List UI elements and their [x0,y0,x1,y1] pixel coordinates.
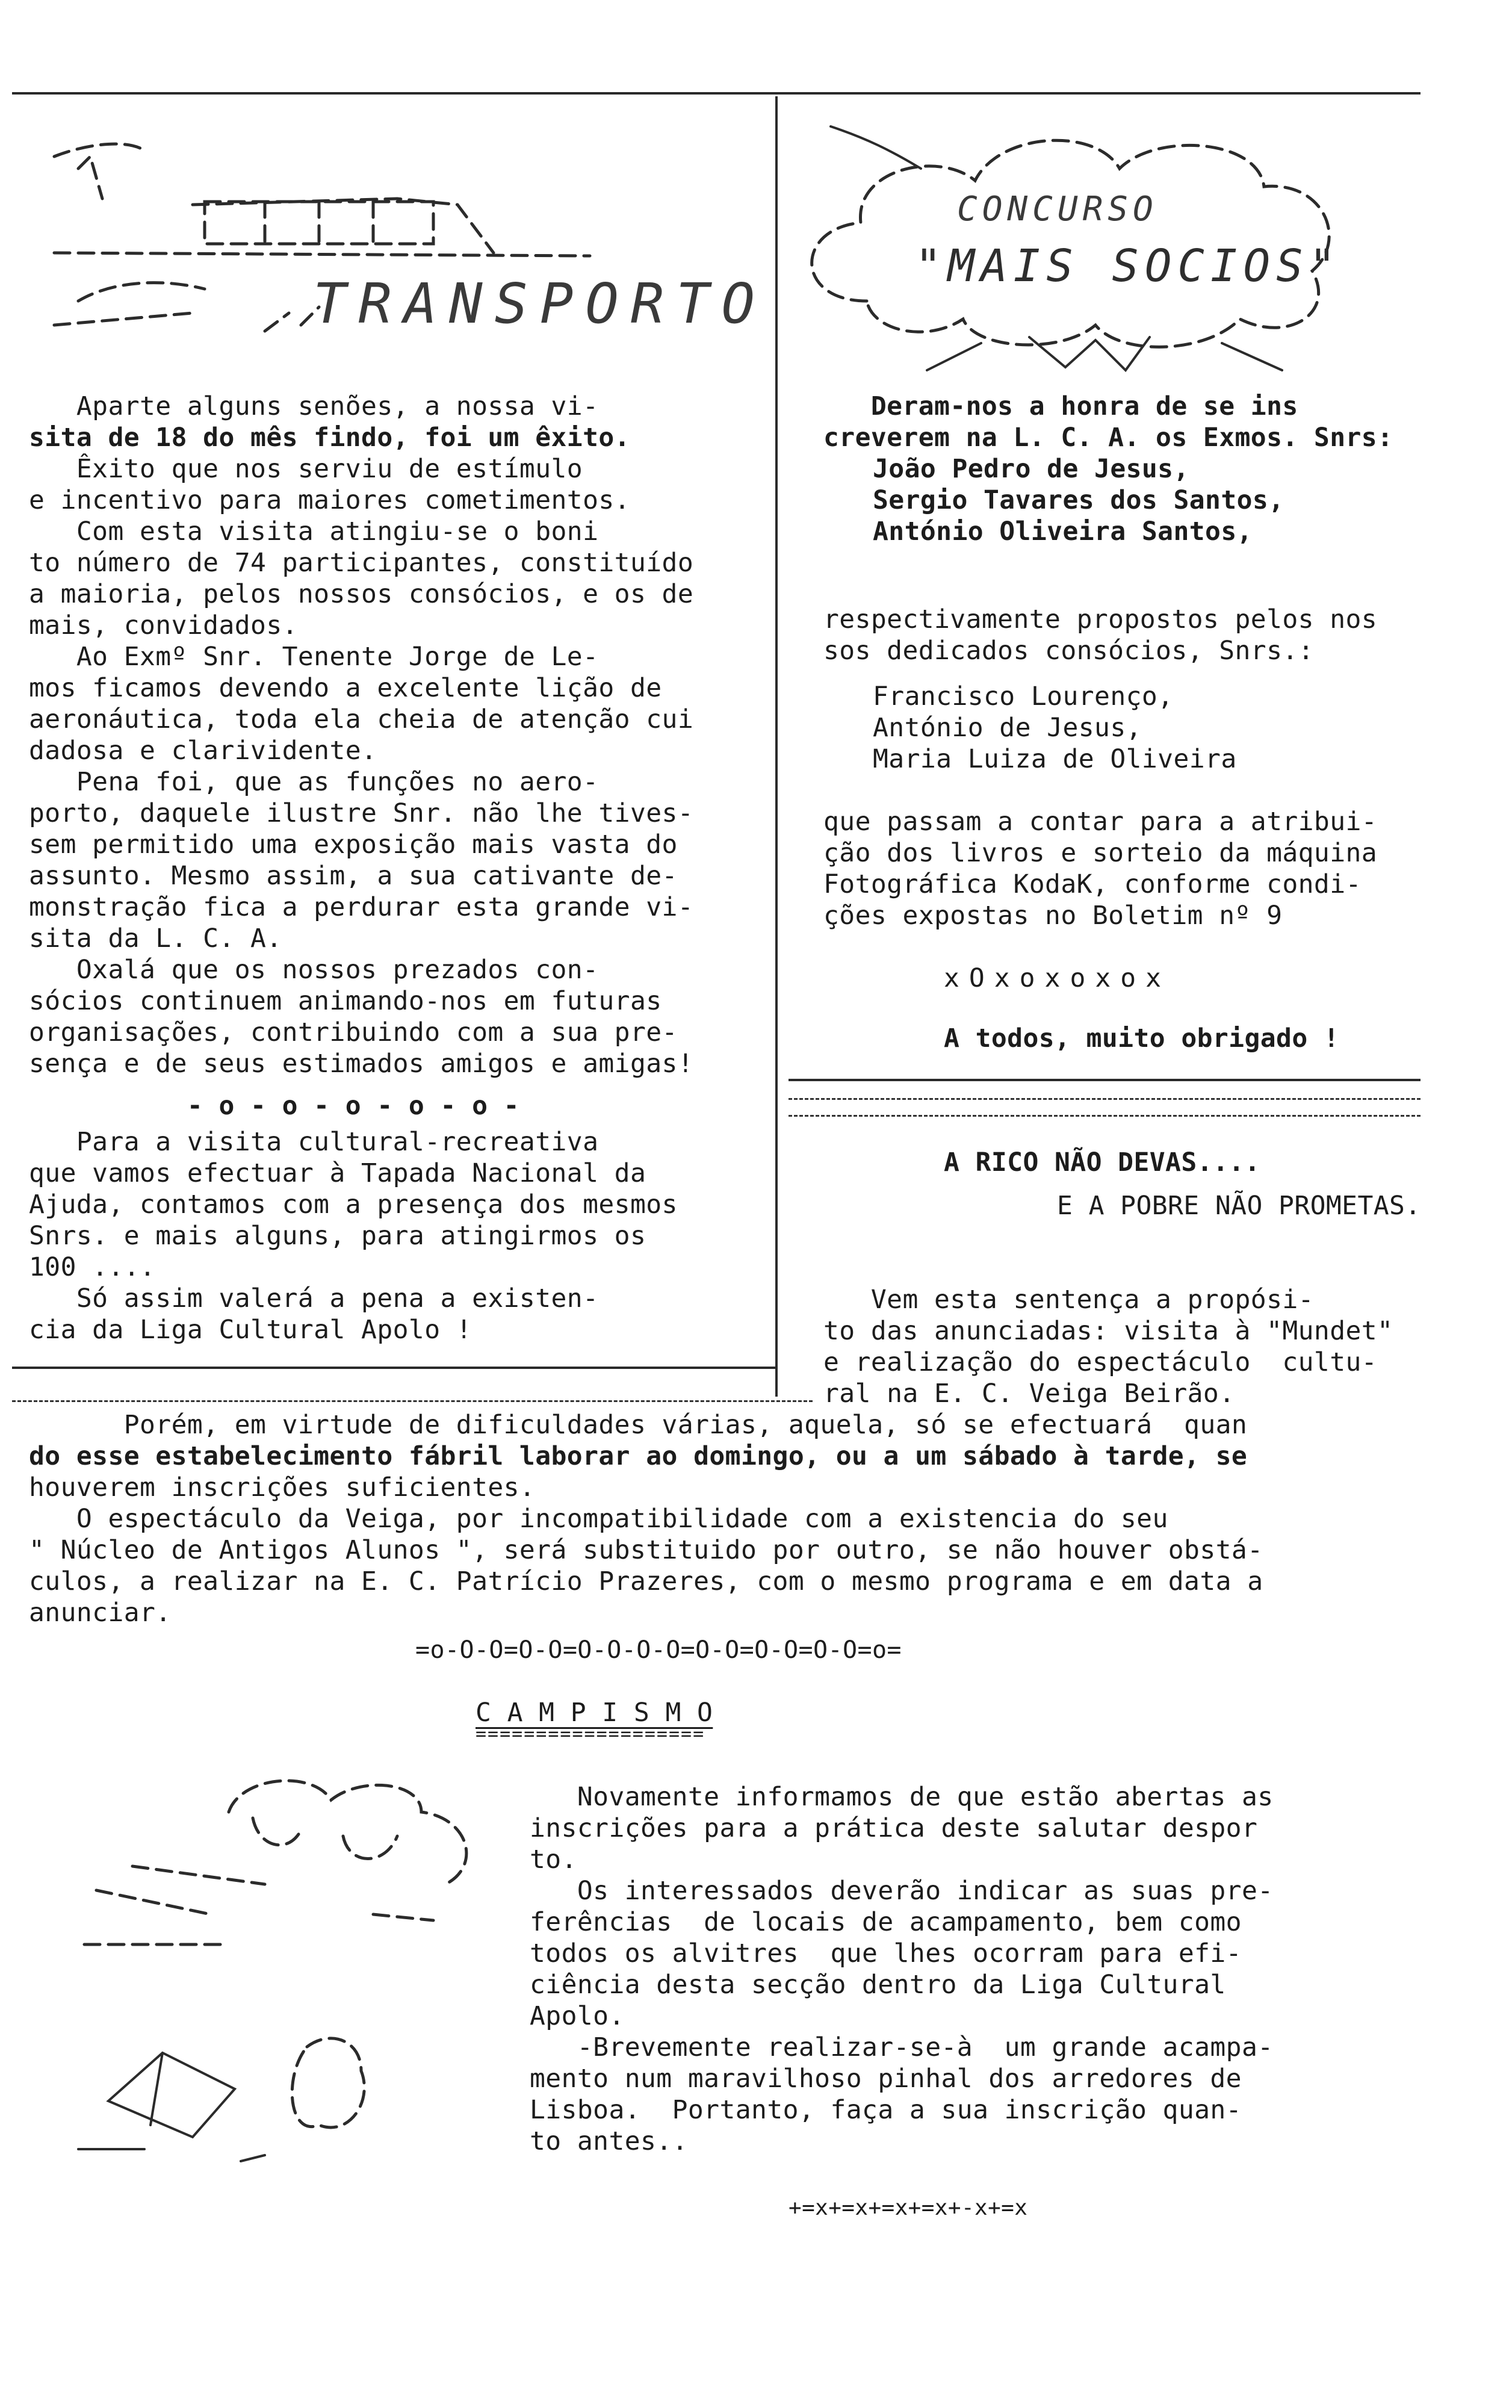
right-proposer-2: António de Jesus, [873,713,1142,743]
left-line-26: Ajuda, contamos com a presença dos mesmos [29,1190,678,1220]
right-line-20: to das anunciadas: visita à "Mundet" [823,1316,1393,1346]
campismo-line-10: mento num maravilhoso pinhal dos arredores de [530,2064,1242,2094]
left-line-30: cia da Liga Cultural Apolo ! [29,1315,472,1345]
left-line-10: mos ficamos devendo a excelente lição de [29,673,662,703]
full-line-6: culos, a realizar na E. C. Patrício Prazeres, com o mesmo programa e em data a [29,1566,1263,1597]
full-line-4: O espectáculo da Veiga, por incompatibilidade com a existencia do seu [29,1504,1168,1534]
campismo-line-3: to. [530,1845,577,1875]
right-member-2: Sergio Tavares dos Santos, [873,485,1284,515]
left-line-3: Êxito que nos serviu de estímulo [29,454,583,484]
right-separator: xOxoxoxox [944,963,1171,993]
left-line-5: Com esta visita atingiu-se o boni [29,517,599,547]
top-rule [12,92,1421,95]
right-rule-2 [789,1098,1421,1100]
left-line-16: assunto. Mesmo assim, a sua cativante de- [29,861,678,891]
right-member-3: António Oliveira Santos, [873,517,1253,547]
campismo-line-5: ferências de locais de acampamento, bem como [530,1907,1242,1937]
campismo-line-6: todos os alvitres que lhes ocorram para efi- [530,1938,1242,1969]
left-line-17: monstração fica a perdurar esta grande vi- [29,892,694,922]
right-line-1: Deram-nos a honra de se ins [823,391,1298,421]
campismo-line-1: Novamente informamos de que estão abertas as [530,1782,1274,1812]
column-divider [775,96,778,1397]
left-line-6: to número de 74 participantes, constituído [29,548,694,578]
left-line-14: porto, daquele ilustre Snr. não lhe tives- [29,798,694,828]
left-line-12: dadosa e clarividente. [29,736,377,766]
left-line-20: sócios continuem animando-nos em futuras [29,986,662,1016]
right-line-6: respectivamente propostos pelos nos [823,604,1378,635]
contest-logo-line1: CONCURSO [957,190,1158,229]
full-line-1: Porém, em virtude de dificuldades várias, aquela, só se efectuará quan [29,1410,1248,1440]
left-separator: - o - o - o - o - o - [29,1091,519,1121]
full-line-7: anunciar. [29,1598,172,1628]
transport-logo-text: TRANSPORTO [313,272,767,336]
left-line-7: a maioria, pelos nossos consócios, e os de [29,579,694,609]
left-line-18: sita da L. C. A. [29,923,282,954]
left-bottom-rule [12,1367,776,1369]
right-proposer-3: Maria Luiza de Oliveira [873,744,1237,774]
left-line-19: Oxalá que os nossos prezados con- [29,955,599,985]
campismo-line-4: Os interessados deverão indicar as suas pre- [530,1876,1274,1906]
left-line-27: Snrs. e mais alguns, para atingirmos os [29,1221,646,1251]
right-line-19: Vem esta sentença a propósi- [823,1285,1314,1315]
full-line-5: " Núcleo de Antigos Alunos ", será substituido por outro, se não houver obstá- [29,1535,1263,1565]
full-line-3: houverem inscrições suficientes. [29,1472,536,1503]
campismo-line-11: Lisboa. Portanto, faça a sua inscrição quan- [530,2095,1242,2125]
left-line-13: Pena foi, que as funções no aero- [29,767,599,797]
right-line-14: ções expostas no Boletim nº 9 [823,901,1283,931]
right-member-1: João Pedro de Jesus, [873,454,1189,484]
left-line-15: sem permitido uma exposição mais vasta do [29,830,678,860]
saying-line-1: A RICO NÃO DEVAS.... [944,1147,1260,1178]
right-line-2: creverem na L. C. A. os Exmos. Snrs: [823,423,1393,453]
right-line-11: que passam a contar para a atribui- [823,807,1378,837]
campismo-line-8: Apolo. [530,2001,625,2031]
right-line-7: sos dedicados consócios, Snrs.: [823,636,1314,666]
left-line-8: mais, convidados. [29,610,298,641]
left-line-22: sença e de seus estimados amigos e amigas! [29,1049,694,1079]
right-line-22: ral na E. C. Veiga Beirão. [823,1379,1235,1409]
left-line-28: 100 .... [29,1252,156,1282]
left-line-25: que vamos efectuar à Tapada Nacional da [29,1158,646,1188]
saying-line-2: E A POBRE NÃO PROMETAS. [1057,1191,1421,1221]
campismo-line-9: -Brevemente realizar-se-à um grande acampa- [530,2032,1274,2062]
full-line-2: do esse estabelecimento fábril laborar ao domingo, ou a um sábado à tarde, se [29,1441,1248,1471]
section-separator: =o-O-O=O-O=O-O-O-O=O-O=O-O=O-O=o= [415,1636,902,1664]
footer-separator: +=x+=x+=x+=x+-x+=x [789,2195,1028,2220]
right-proposer-1: Francisco Lourenço, [873,681,1174,712]
left-line-1: Aparte alguns senões, a nossa vi- [29,391,599,421]
contest-logo-line2: "MAIS SOCIOS" [915,240,1342,292]
campismo-line-7: ciência desta secção dentro da Liga Cultural [530,1970,1226,2000]
right-line-13: Fotográfica KodaK, conforme condi- [823,869,1362,899]
campismo-title-underline: =================== [476,1724,705,1745]
left-line-24: Para a visita cultural-recreativa [29,1127,599,1157]
left-line-29: Só assim valerá a pena a existen- [29,1283,599,1314]
full-width-rule [12,1400,813,1402]
right-line-21: e realização do espectáculo cultu- [823,1347,1378,1377]
right-line-12: ção dos livros e sorteio da máquina [823,838,1378,868]
campismo-title: C A M P I S M O [476,1698,713,1728]
left-line-2: sita de 18 do mês findo, foi um êxito. [29,423,630,453]
campismo-line-2: inscrições para a prática deste salutar despor [530,1813,1258,1843]
left-line-9: Ao Exmº Snr. Tenente Jorge de Le- [29,642,599,672]
left-line-11: aeronáutica, toda ela cheia de atenção cui [29,704,694,734]
right-thanks: A todos, muito obrigado ! [944,1023,1340,1054]
campismo-line-12: to antes.. [530,2126,688,2156]
right-rule-1 [789,1079,1421,1081]
camping-drawing [60,1764,602,2197]
right-rule-3 [789,1115,1421,1117]
left-line-21: organisações, contribuindo com a sua pre- [29,1017,678,1047]
left-line-4: e incentivo para maiores cometimentos. [29,485,630,515]
